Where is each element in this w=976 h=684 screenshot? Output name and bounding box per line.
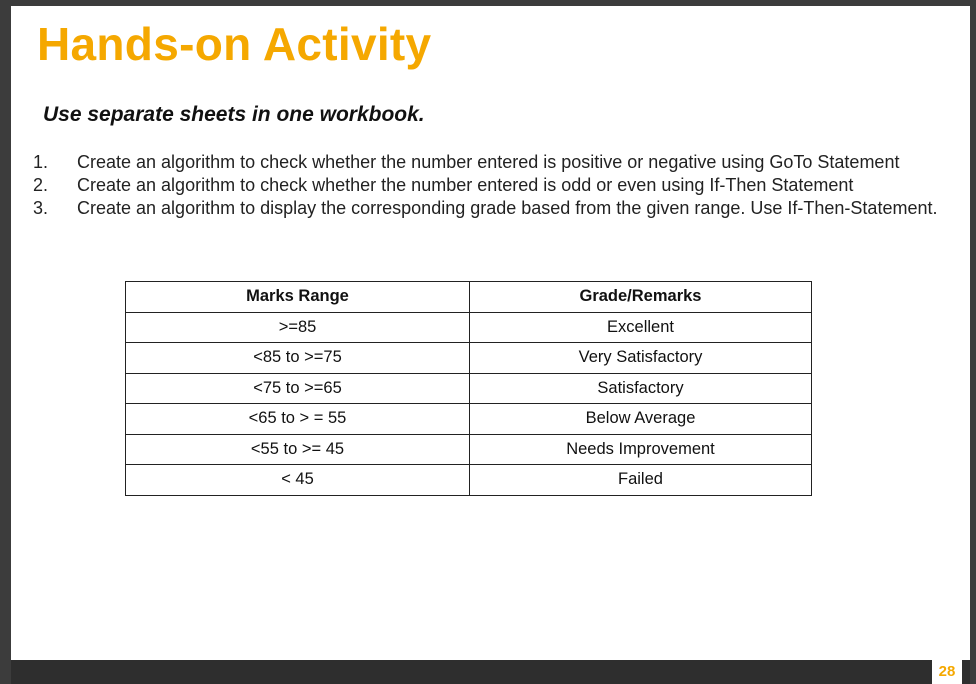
list-item-text: Create an algorithm to display the corresponding grade based from the given range. Use If-Then-Statement. bbox=[77, 198, 938, 218]
list-item-number: 3. bbox=[33, 198, 49, 218]
cell-grade: Very Satisfactory bbox=[470, 343, 812, 374]
table-header-row bbox=[126, 282, 812, 313]
cell-grade: Failed bbox=[470, 465, 812, 496]
table-row bbox=[126, 343, 812, 374]
list-item-number: 2. bbox=[33, 175, 49, 195]
grade-table bbox=[125, 281, 812, 496]
list-item bbox=[31, 197, 959, 220]
cell-marks-range: >=85 bbox=[126, 312, 470, 343]
header-marks-range: Marks Range bbox=[126, 282, 470, 313]
cell-marks-range: <85 to >=75 bbox=[126, 343, 470, 374]
table-row bbox=[126, 373, 812, 404]
table-row bbox=[126, 404, 812, 435]
task-list bbox=[31, 151, 959, 220]
list-item bbox=[31, 174, 959, 197]
cell-marks-range: <75 to >=65 bbox=[126, 373, 470, 404]
footer-bar bbox=[11, 660, 970, 684]
table-row bbox=[126, 434, 812, 465]
slide-title: Hands-on Activity bbox=[37, 18, 432, 70]
cell-grade: Needs Improvement bbox=[470, 434, 812, 465]
table-row bbox=[126, 312, 812, 343]
page-number: 28 bbox=[932, 658, 962, 684]
cell-grade: Satisfactory bbox=[470, 373, 812, 404]
cell-grade: Excellent bbox=[470, 312, 812, 343]
cell-marks-range: < 45 bbox=[126, 465, 470, 496]
slide-subtitle: Use separate sheets in one workbook. bbox=[43, 103, 425, 126]
header-grade-remarks: Grade/Remarks bbox=[470, 282, 812, 313]
slide bbox=[11, 6, 970, 660]
cell-marks-range: <65 to > = 55 bbox=[126, 404, 470, 435]
list-item bbox=[31, 151, 959, 174]
list-item-number: 1. bbox=[33, 152, 49, 172]
list-item-text: Create an algorithm to check whether the number entered is odd or even using If-Then Statement bbox=[77, 175, 854, 195]
cell-grade: Below Average bbox=[470, 404, 812, 435]
list-item-text: Create an algorithm to check whether the number entered is positive or negative using GoTo Statement bbox=[77, 152, 900, 172]
table-row bbox=[126, 465, 812, 496]
cell-marks-range: <55 to >= 45 bbox=[126, 434, 470, 465]
